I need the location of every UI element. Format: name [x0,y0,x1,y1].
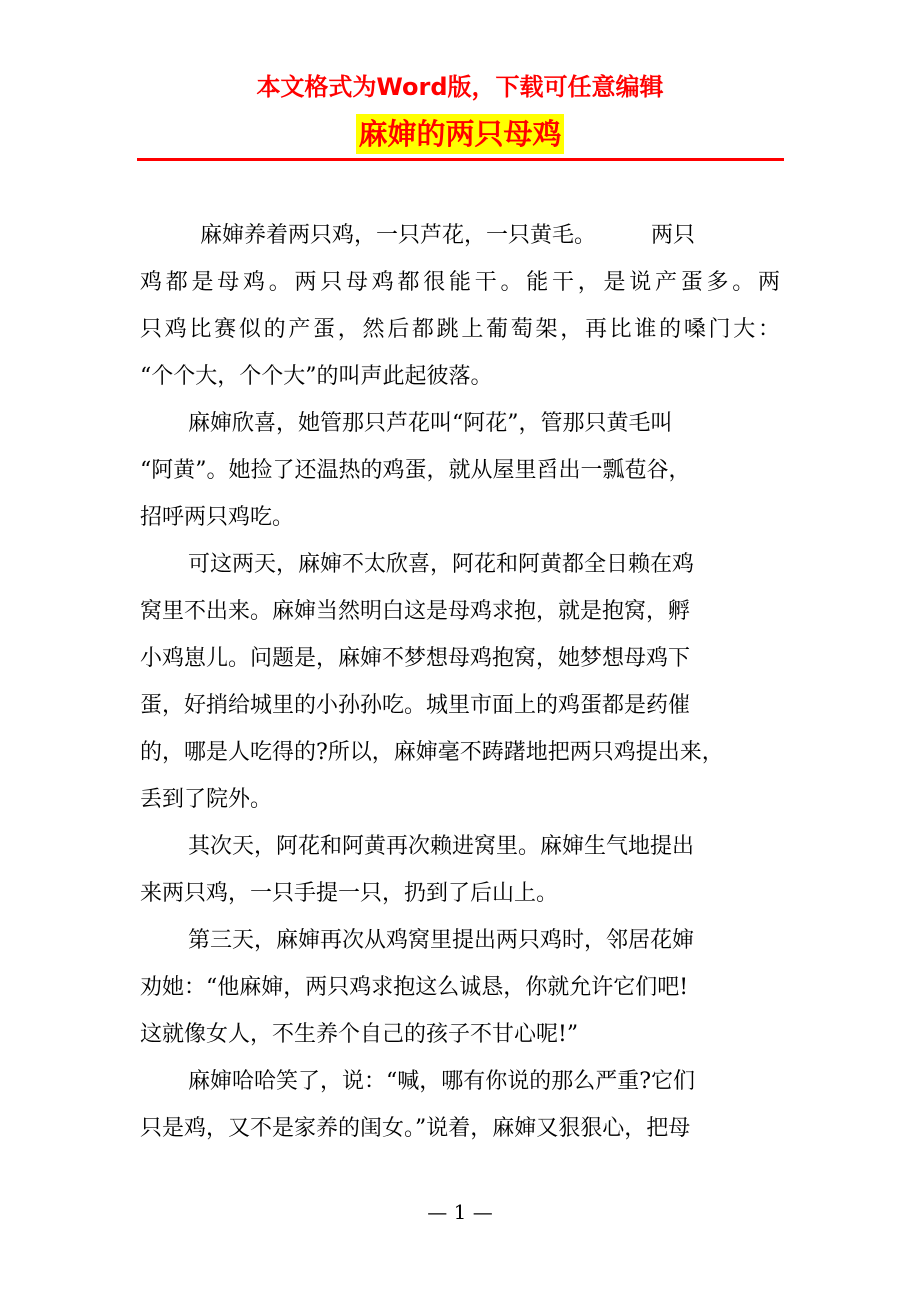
text-line: 鸡都是母鸡。两只母鸡都很能干。能干，是说产蛋多。两 [140,270,780,295]
text-line: 窝里不出来。麻婶当然明白这是母鸡求抱，就是抱窝，孵 [140,599,691,624]
text-line: 可这两天，麻婶不太欣喜，阿花和阿黄都全日赖在鸡 [188,552,695,577]
text-line: 麻婶哈哈笑了，说：“喊，哪有你说的那么严重?它们 [188,1069,696,1094]
text-line: 蛋，好捎给城里的小孙孙吃。城里市面上的鸡蛋都是药催 [140,693,691,718]
text-line: 麻婶养着两只鸡，一只芦花，一只黄毛。 两只 [200,223,696,248]
text-line: 这就像女人，不生养个自己的孩子不甘心呢!” [140,1022,579,1047]
text-line: 其次天，阿花和阿黄再次赖进窝里。麻婶生气地提出 [188,834,695,859]
text-line: 只鸡比赛似的产蛋，然后都跳上葡萄架，再比谁的嗓门大： [140,317,780,342]
text-line: 招呼两只鸡吃。 [140,505,295,530]
text-line: 的，哪是人吃得的?所以，麻婶毫不踌躇地把两只鸡提出来， [140,740,724,765]
article-body [140,212,780,1152]
text-line: 劝她：“他麻婶，两只鸡求抱这么诚恳，你就允许它们吧! [140,975,689,1000]
document-title: 麻婶的两只母鸡 [356,114,563,154]
page-number: — 1 — [427,1200,493,1224]
download-notice: 本文格式为Word版，下载可任意编辑 [256,73,664,101]
text-line: 只是鸡，又不是家养的闺女。”说着，麻婶又狠狠心，把母 [140,1116,691,1141]
title-divider [137,158,784,161]
text-line: 丢到了院外。 [140,787,273,812]
text-line: 小鸡崽儿。问题是，麻婶不梦想母鸡抱窝，她梦想母鸡下 [140,646,691,671]
text-line: “个个大，个个大”的叫声此起彼落。 [140,364,493,389]
text-line: 来两只鸡，一只手提一只，扔到了后山上。 [140,881,559,906]
text-line: “阿黄”。她捡了还温热的鸡蛋，就从屋里舀出一瓢苞谷， [140,458,691,483]
title-container [0,114,920,154]
text-line: 麻婶欣喜，她管那只芦花叫“阿花”，管那只黄毛叫 [188,411,673,436]
text-line: 第三天，麻婶再次从鸡窝里提出两只鸡时，邻居花婶 [188,928,695,953]
